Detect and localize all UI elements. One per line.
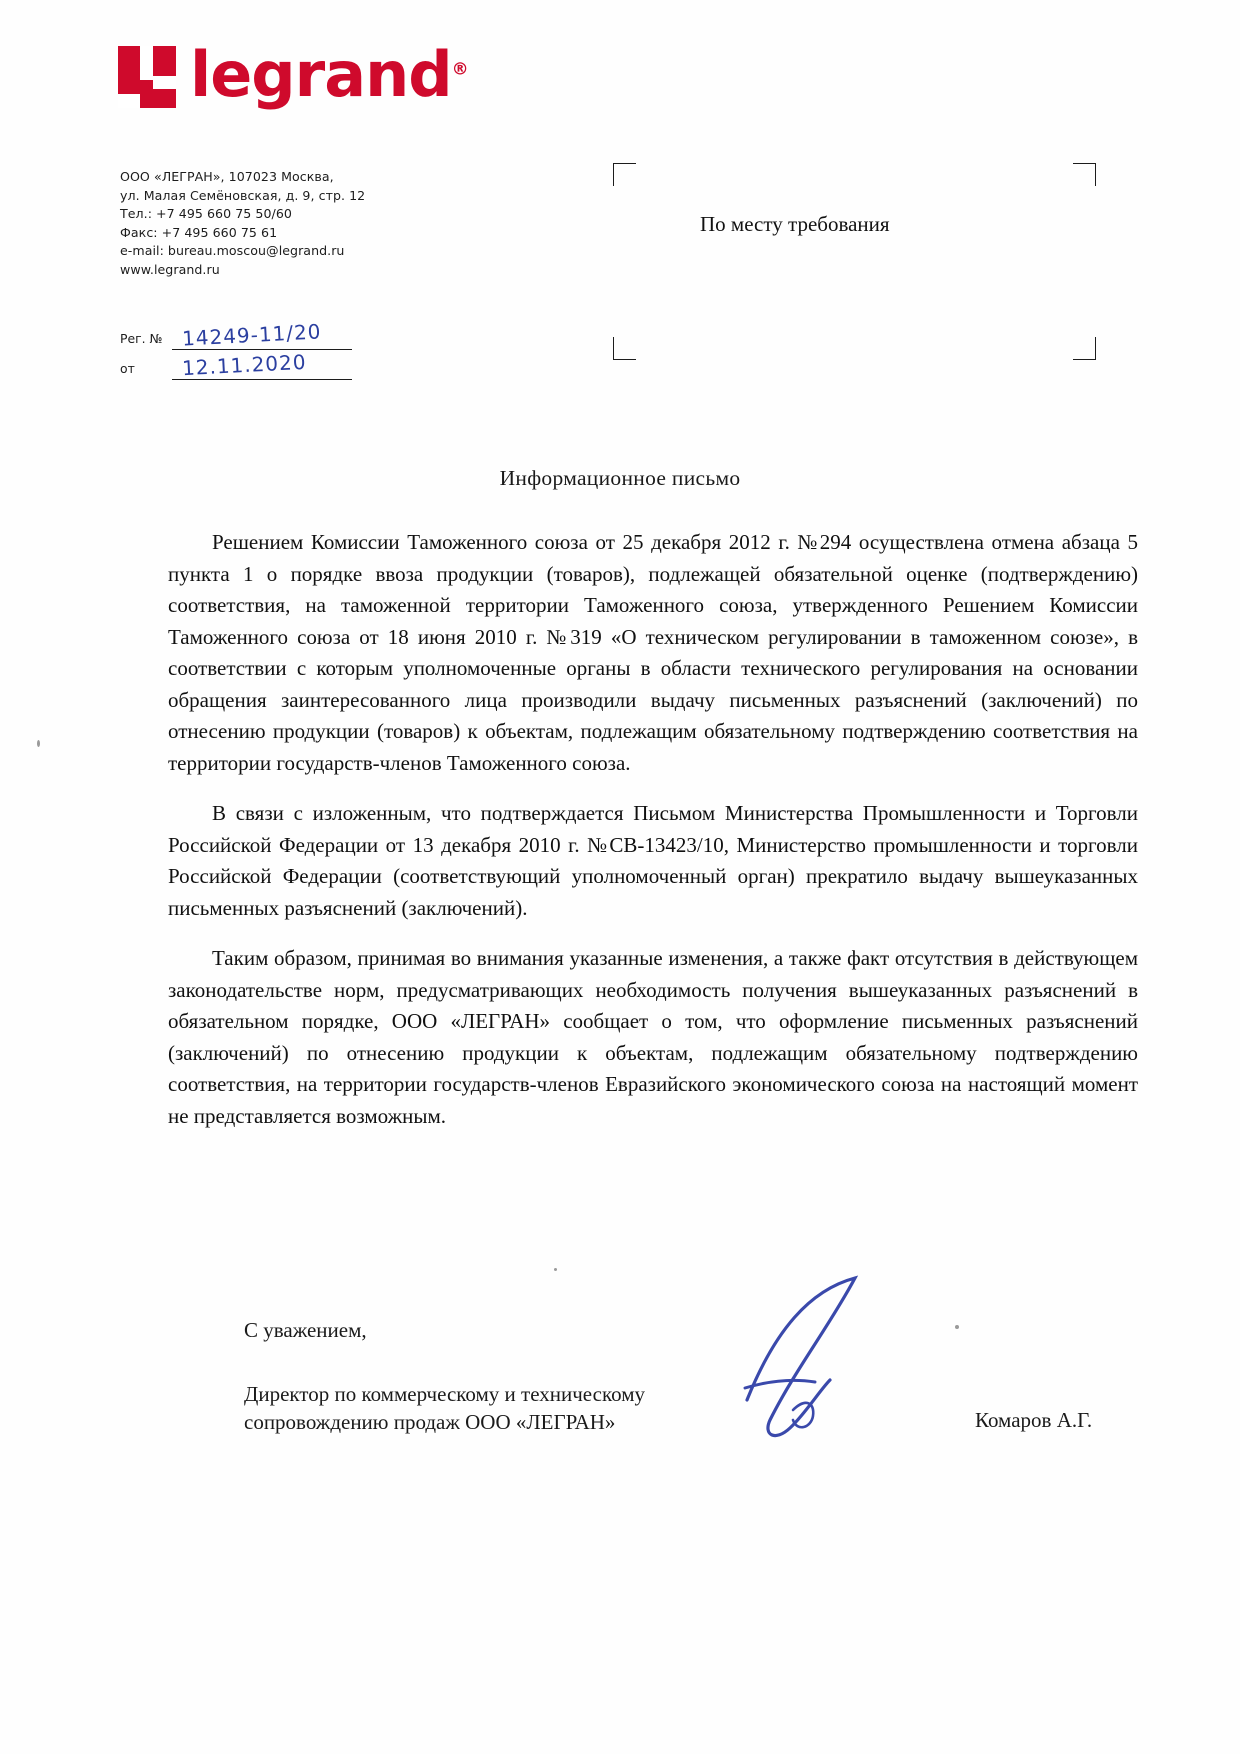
body-paragraph-2: В связи с изложенным, что подтверждается Письмом Министерства Промышленности и Торговли Российской Федерации от 13 декабря 2010 г. №СВ-13423/10, Министерство промышленности и торговли Российской Федерации (соответствующий уполномоченный орган) прекратило выдачу вышеуказанных письменных разъяснений (заключений).: [168, 801, 1138, 920]
document-title: Информационное письмо: [499, 466, 741, 490]
registration-date-label: от: [120, 361, 135, 376]
sender-line-5: e-mail: bureau.moscou@legrand.ru: [120, 243, 345, 259]
sender-address-block: [120, 168, 365, 280]
registration-block: [120, 320, 352, 380]
scan-speck: [37, 740, 40, 747]
registration-number-label: Рег. №: [120, 331, 163, 346]
handwritten-signature-icon: [735, 1270, 955, 1460]
legrand-logo-mark-icon: [118, 46, 176, 108]
legrand-wordmark-text: legrand: [190, 38, 452, 111]
body-paragraph-3: Таким образом, принимая во внимания указанные изменения, а также факт отсутствия в действующем законодательстве норм, предусматривающих необходимость получения вышеуказанных разъяснений в обязательном порядке, ООО «ЛЕГРАН» сообщает о том, что оформление письменных разъяснений (заключений) по отнесению продукции к объектам, подлежащим обязательному подтверждению соответствия, на территории государств-членов Евразийского экономического союза на настоящий момент не представляется возможным.: [168, 946, 1138, 1128]
addressee-corner-bottom-left: [613, 337, 636, 360]
registration-date-field[interactable]: [172, 349, 352, 381]
registration-date-value: 12.11.2020: [181, 349, 308, 381]
sender-line-1: ООО «ЛЕГРАН», 107023 Москва,: [120, 169, 334, 184]
legrand-logo: [118, 38, 468, 111]
addressee-text: По месту требования: [700, 212, 890, 236]
addressee-corner-top-right: [1073, 163, 1096, 186]
sender-line-2: ул. Малая Семёновская, д. 9, стр. 12: [120, 187, 366, 203]
registration-number-row: [120, 320, 352, 350]
sender-line-4: Факс: +7 495 660 75 61: [120, 224, 278, 240]
signatory-name: Комаров А.Г.: [975, 1408, 1093, 1432]
signature-greeting: С уважением,: [244, 1318, 367, 1342]
scan-speck: [554, 1268, 557, 1271]
scan-speck: [955, 1325, 959, 1329]
addressee-corner-top-left: [613, 163, 636, 186]
sender-line-6: www.legrand.ru: [120, 261, 220, 277]
sender-line-3: Тел.: +7 495 660 75 50/60: [120, 206, 292, 222]
registration-date-row: [120, 350, 352, 380]
registration-number-value: 14249-11/20: [181, 319, 323, 351]
legrand-wordmark: [190, 38, 468, 111]
body-paragraph-1: Решением Комиссии Таможенного союза от 25 декабря 2012 г. №294 осуществлена отмена абзаца 5 пункта 1 о порядке ввоза продукции (товаров), подлежащей обязательной оценке (подтверждению) соответствия, на таможенной территории Таможенного союза, утвержденного Решением Комиссии Таможенного союза от 18 июня 2010 г. №319 «О техническом регулировании в таможенном союзе», в соответствии с которым уполномоченные органы в области технического регулирования на основании обращения заинтересованного лица производили выдачу письменных разъяснений (заключений) по отнесению продукции (товаров) к объектам, подлежащим обязательному подтверждению соответствия на территории государств-членов Таможенного союза.: [168, 530, 1138, 775]
registration-number-field[interactable]: [172, 319, 352, 351]
signatory-role: Директор по коммерческому и техническому сопровождению продаж ООО «ЛЕГРАН»: [244, 1382, 645, 1434]
addressee-corner-bottom-right: [1073, 337, 1096, 360]
registered-trademark-icon: ®: [451, 59, 468, 80]
document-body: [168, 527, 1138, 1151]
